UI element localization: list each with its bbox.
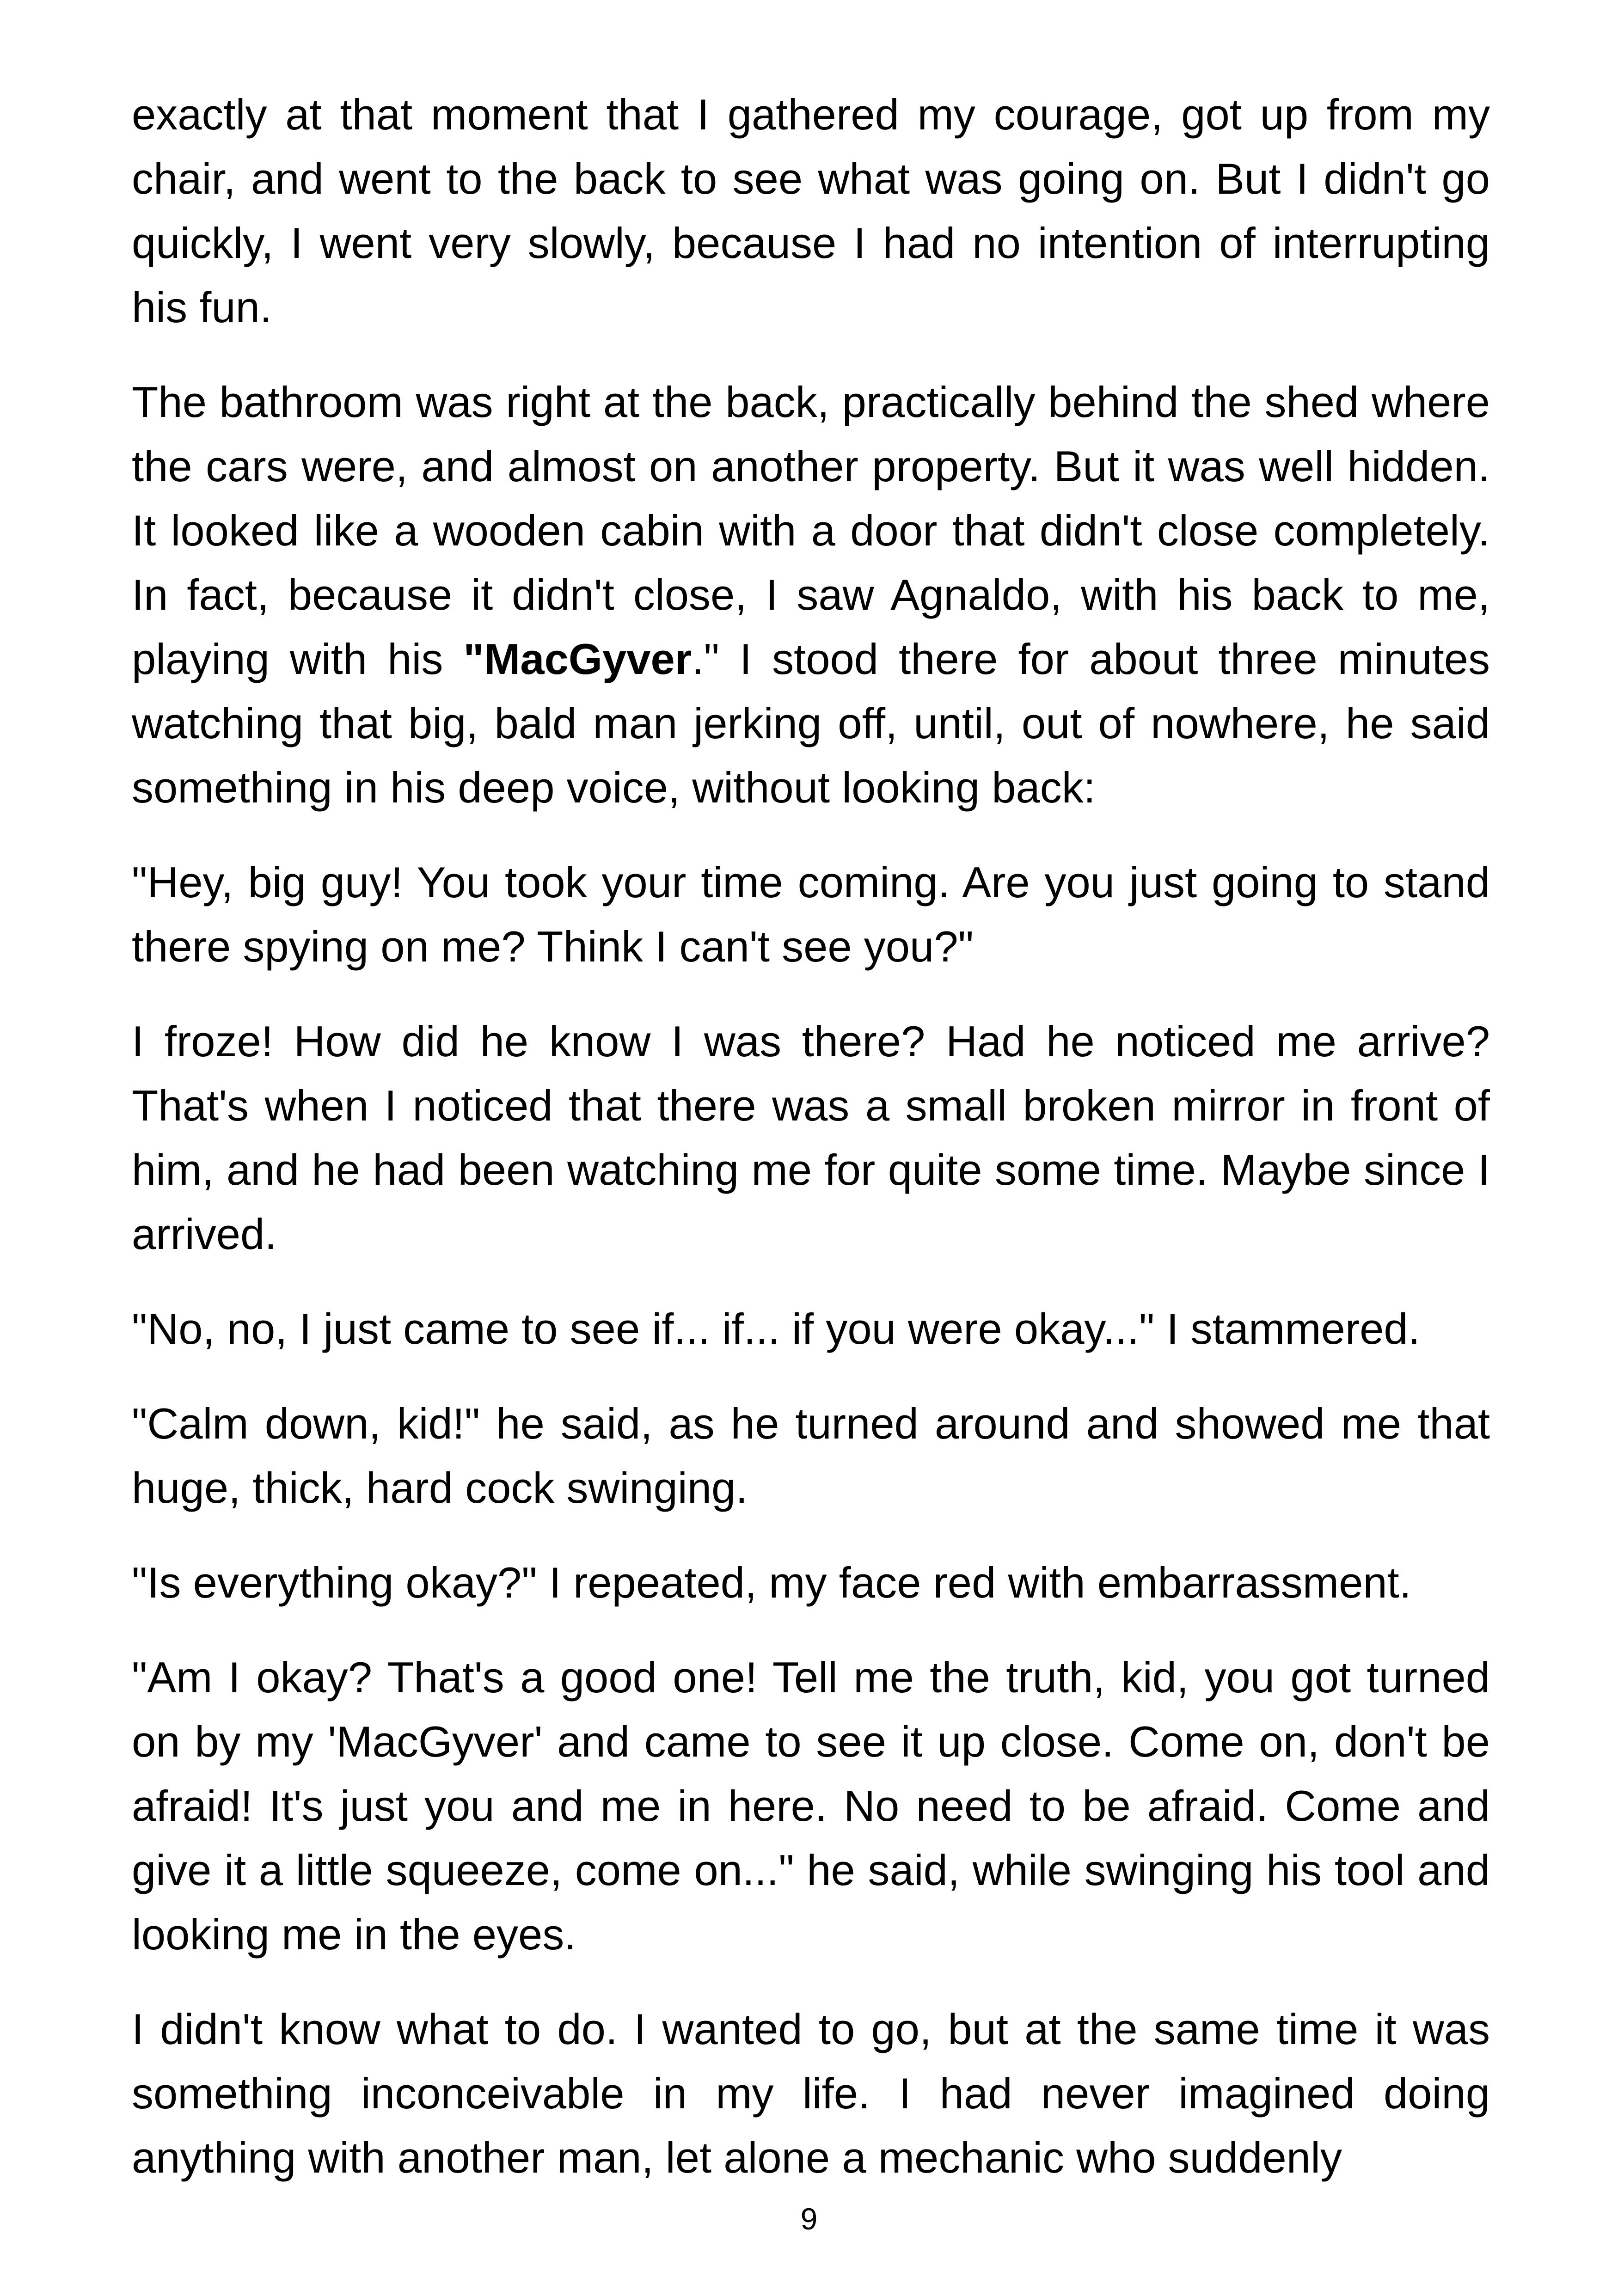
paragraph-6: "Calm down, kid!" he said, as he turned around and showed me that huge, thick, hard cock swinging. bbox=[132, 1399, 1490, 1512]
paragraph-3: "Hey, big guy! You took your time coming. Are you just going to stand there spying on me? Think I can't see you?" bbox=[132, 858, 1490, 971]
macgyver-bold-text: "MacGyver bbox=[463, 635, 692, 683]
paragraph-2-text-after: ." I stood there for about three minutes watching that big, bald man jerking off, until, out of nowhere, he said something in his deep voice, without looking back: bbox=[132, 635, 1490, 812]
paragraph-7: "Is everything okay?" I repeated, my face red with embarrassment. bbox=[132, 1558, 1411, 1607]
paragraph-1: exactly at that moment that I gathered my courage, got up from my chair, and went to the back to see what was going on. But I didn't go quickly, I went very slowly, because I had no intention of interrupting his fun. bbox=[132, 90, 1490, 331]
paragraph-9: I didn't know what to do. I wanted to go, but at the same time it was something inconceivable in my life. I had never imagined doing anything with another man, let alone a mechanic who suddenly bbox=[132, 2005, 1490, 2182]
paragraph-2 bbox=[132, 370, 1490, 820]
paragraph-2-text-before: The bathroom was right at the back, practically behind the shed where the cars were, and almost on another property. But it was well hidden. It looked like a wooden cabin with a door that didn't close completely. In fact, because it didn't close, I saw Agnaldo, with his back to me, playing with his bbox=[132, 378, 1490, 683]
page-text-body bbox=[132, 82, 1490, 2190]
paragraph-5: "No, no, I just came to see if... if... if you were okay..." I stammered. bbox=[132, 1304, 1420, 1353]
page-number: 9 bbox=[800, 2202, 818, 2236]
paragraph-8: "Am I okay? That's a good one! Tell me the truth, kid, you got turned on by my 'MacGyver' and came to see it up close. Come on, don't be afraid! It's just you and me in here. No need to be afraid. Come and give it a little squeeze, come on..." he said, while swinging his tool and looking me in the eyes. bbox=[132, 1653, 1490, 1959]
paragraph-4: I froze! How did he know I was there? Had he noticed me arrive? That's when I noticed that there was a small broken mirror in front of him, and he had been watching me for quite some time. Maybe since I arrived. bbox=[132, 1017, 1490, 1258]
